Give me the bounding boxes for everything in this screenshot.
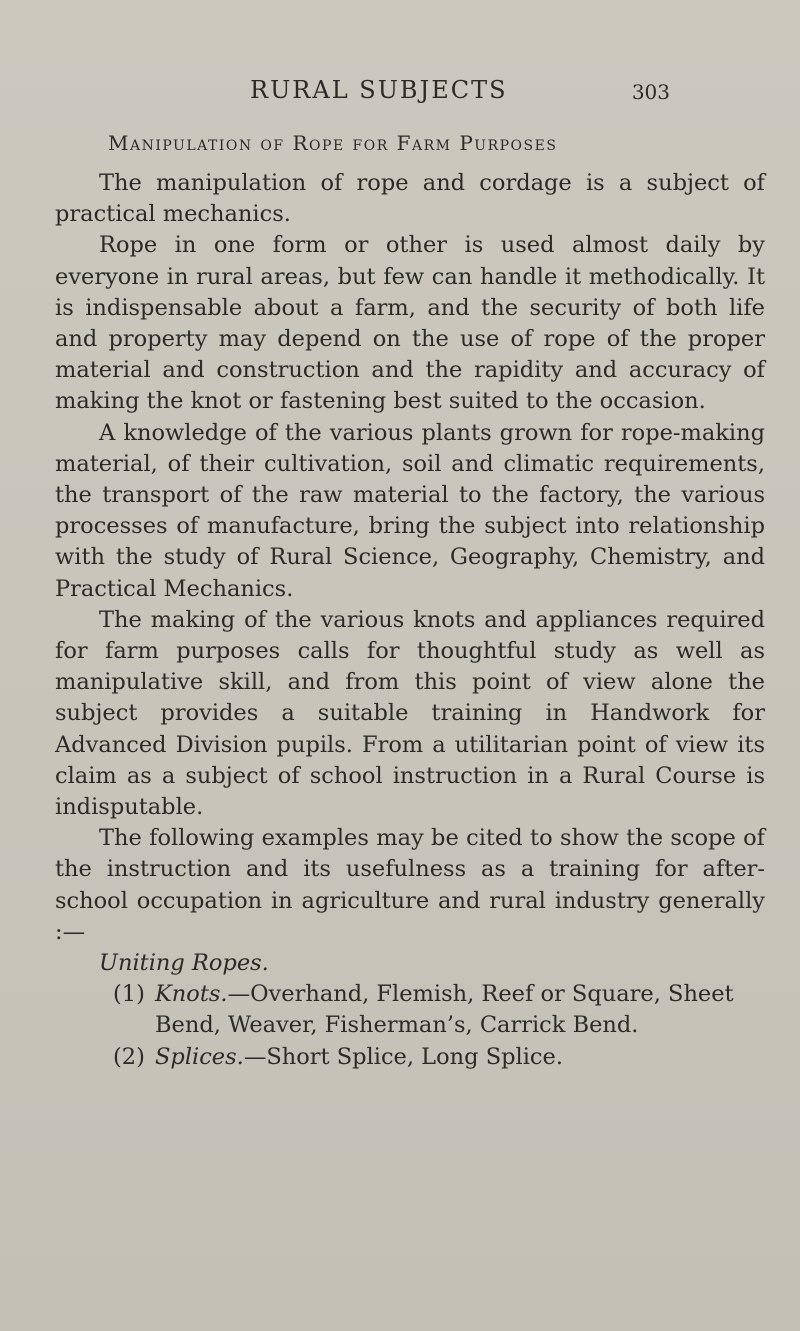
section-heading: Manipulation of Rope for Farm Purposes [108, 131, 558, 155]
list-item-knots [113, 979, 765, 1041]
paragraph-rope-usage: Rope in one form or other is used almost daily by everyone in rural areas, but few can handle it methodically. It is indispensable about a farm, and the security of both life and property may depend on the use of rope of the proper material and construction and the rapidity and accuracy of making the knot or fastening best suited to the occasion. [55, 232, 765, 415]
list-item-description: —Short Splice, Long Splice. [243, 1043, 563, 1070]
paragraph-examples: The following examples may be cited to show the scope of the instruction and its usefulness as a training for after-school occupation in agriculture and rural industry generally :— [55, 825, 765, 945]
list-item-splices [113, 1042, 765, 1073]
paragraph-intro: The manipulation of rope and cordage is a subject of practical mechanics. [55, 170, 765, 228]
list-heading: Uniting Ropes. [99, 950, 269, 977]
list-item-description: —Overhand, Flemish, Reef or Square, Sheet Bend, Weaver, Fisherman’s, Carrick Bend. [155, 981, 734, 1039]
list-item-text [155, 979, 765, 1041]
list-item-number: (2) [113, 1043, 145, 1070]
paragraph-plants-knowledge: A knowledge of the various plants grown for rope-making material, of their cultivation, soil and climatic requirements, the transport of the raw material to the factory, the various processes of manufacture, bring the subject into relationship with the study of Rural Science, Geography, Chemistry, and Practical Mechanics. [55, 419, 765, 602]
list-item-number: (1) [113, 981, 145, 1008]
list-item-term: Knots. [155, 981, 228, 1008]
paragraph-knots-training: The making of the various knots and appliances required for farm purposes calls for thoughtful study as well as manipulative skill, and from this point of view alone the subject provides a suitable training in Handwork for Advanced Division pupils. From a utilitarian point of view its claim as a subject of school instruction in a Rural Course is indisputable. [55, 606, 765, 821]
list-item-term: Splices. [155, 1043, 244, 1070]
page-number: 303 [631, 80, 670, 104]
running-title: RURAL SUBJECTS [250, 76, 508, 104]
body-text [55, 168, 765, 1073]
list-item-text [155, 1042, 765, 1073]
running-head [250, 76, 670, 116]
